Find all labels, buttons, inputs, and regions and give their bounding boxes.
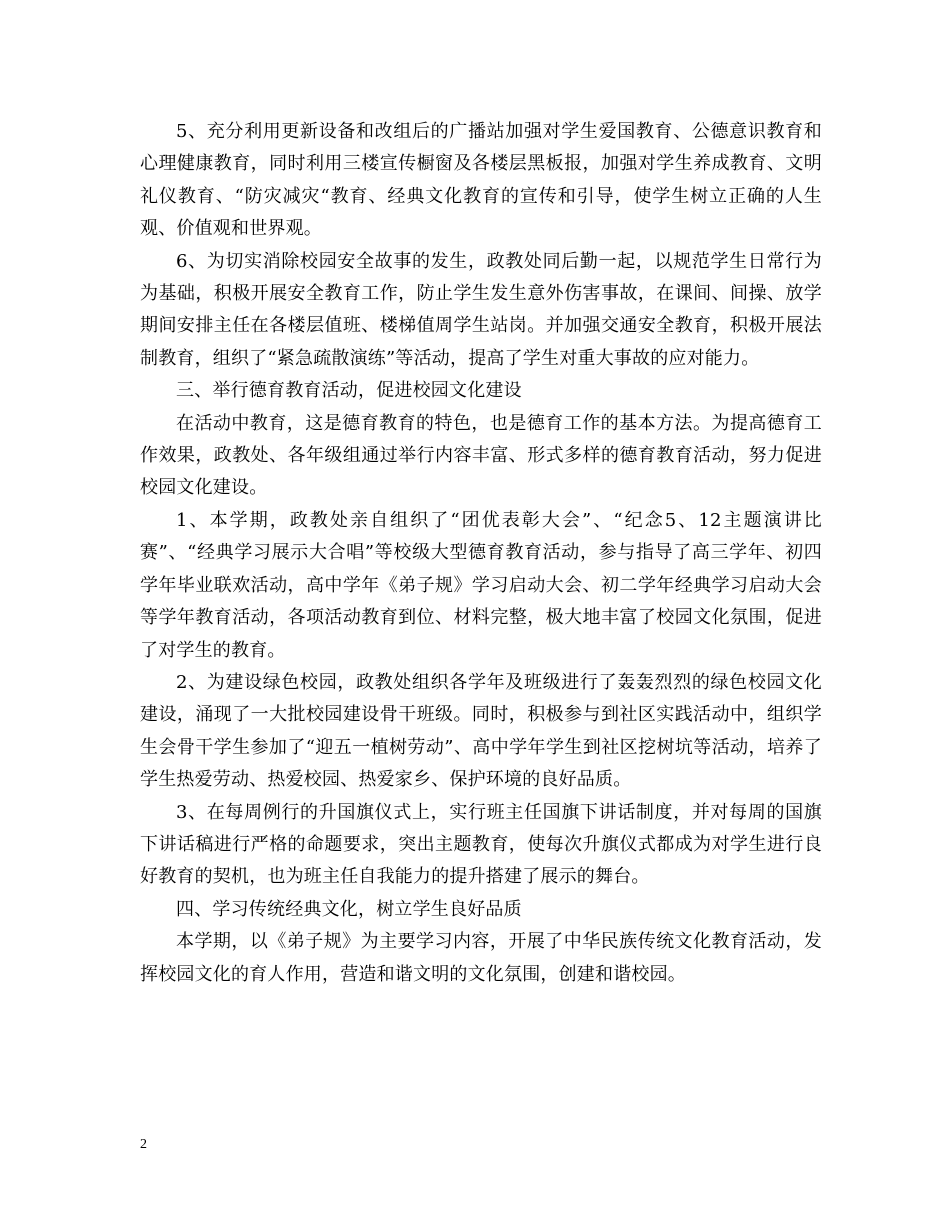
paragraph-item-3: 3、在每周例行的升国旗仪式上，实行班主任国旗下讲话制度，并对每周的国旗下讲话稿进行严格的命题要求，突出主题教育，使每次升旗仪式都成为对学生进行良好教育的契机，也为班主任自我能力的提升搭建了展示的舞台。 — [140, 801, 822, 888]
page-number: 2 — [140, 1137, 147, 1152]
document-body — [140, 116, 822, 991]
section-4-paragraph: 本学期，以《弟子规》为主要学习内容，开展了中华民族传统文化教育活动，发挥校园文化的育人作用，营造和谐文明的文化氛围，创建和谐校园。 — [140, 931, 822, 985]
section-intro-paragraph: 在活动中教育，这是德育教育的特色，也是德育工作的基本方法。为提高德育工作效果，政教处、各年级组通过举行内容丰富、形式多样的德育教育活动，努力促进校园文化建设。 — [140, 412, 822, 499]
paragraph-item-6: 6、为切实消除校园安全故事的发生，政教处同后勤一起，以规范学生日常行为为基础，积极开展安全教育工作，防止学生发生意外伤害事故，在课间、间操、放学期间安排主任在各楼层值班、楼梯值周学生站岗。并加强交通安全教育，积极开展法制教育，组织了“紧急疏散演练”等活动，提高了学生对重大事故的应对能力。 — [140, 250, 822, 369]
paragraph-item-1: 1、本学期，政教处亲自组织了“团优表彰大会”、“纪念5、12主题演讲比赛”、“经典学习展示大合唱”等校级大型德育教育活动，参与指导了高三学年、初四学年毕业联欢活动，高中学年《弟子规》学习启动大会、初二学年经典学习启动大会等学年教育活动，各项活动教育到位、材料完整，极大地丰富了校园文化氛围，促进了对学生的教育。 — [140, 509, 822, 661]
section-heading-3: 三、举行德育教育活动，促进校园文化建设 — [176, 380, 522, 402]
section-heading-4: 四、学习传统经典文化，树立学生良好品质 — [176, 898, 522, 920]
paragraph-item-2: 2、为建设绿色校园，政教处组织各学年及班级进行了轰轰烈烈的绿色校园文化建设，涌现了一大批校园建设骨干班级。同时，积极参与到社区实践活动中，组织学生会骨干学生参加了“迎五一植树劳动”、高中学年学生到社区挖树坑等活动，培养了学生热爱劳动、热爱校园、热爱家乡、保护环境的良好品质。 — [140, 671, 822, 791]
paragraph-item-5: 5、充分利用更新设备和改组后的广播站加强对学生爱国教育、公德意识教育和心理健康教育，同时利用三楼宣传橱窗及各楼层黑板报，加强对学生养成教育、文明礼仪教育、“防灾减灾“教育、经典文化教育的宣传和引导，使学生树立正确的人生观、价值观和世界观。 — [140, 121, 822, 240]
